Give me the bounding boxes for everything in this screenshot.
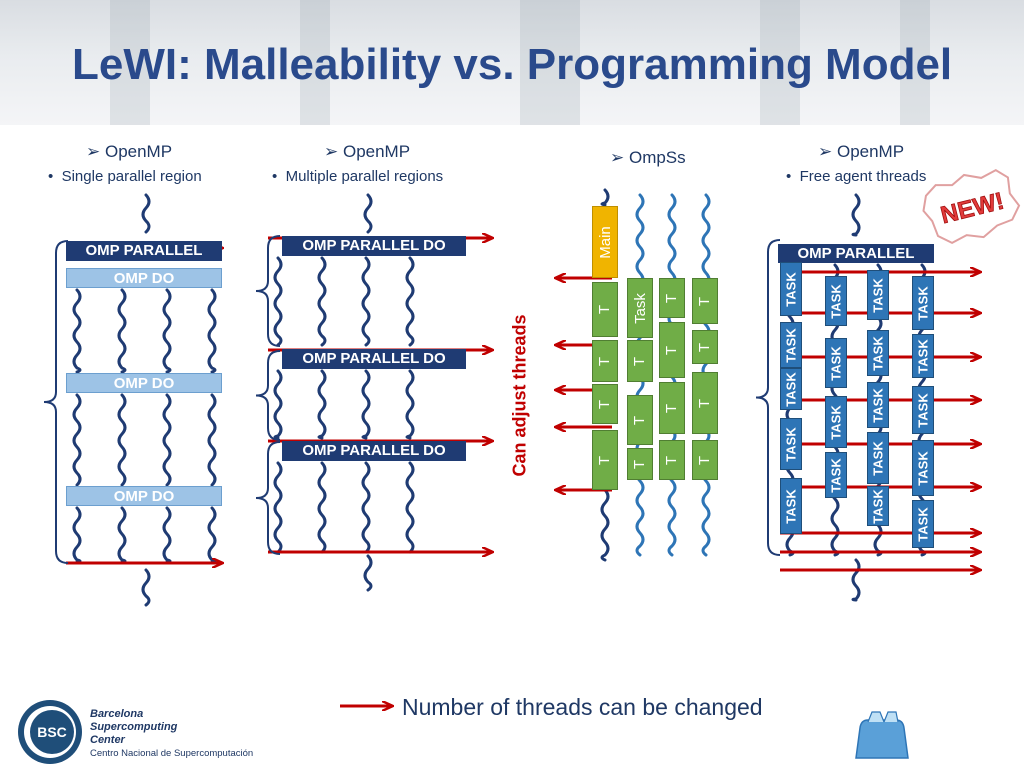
omp-parallel-do-box: OMP PARALLEL DO [282,236,466,256]
col2-heading-text: OpenMP [342,142,411,161]
omp-do-box: OMP DO [66,486,222,506]
col4-heading-text: OpenMP [836,142,905,161]
task-label: TASK [828,283,844,319]
thread-task-label: T [696,342,714,352]
task-label: TASK [870,387,886,423]
col3-heading: ➢ OmpSs [610,148,686,167]
task-label: TASK [783,426,799,462]
omp-parallel-do-box: OMP PARALLEL DO [282,441,466,461]
col1-subheading: • Single parallel region [48,168,202,185]
col4-subheading: • Free agent threads [786,168,927,185]
can-adjust-threads-label: Can adjust threads [509,313,530,477]
omp-parallel-box: OMP PARALLEL [66,241,222,261]
logo-line-3: Center [90,734,125,746]
thread-task-label: T [596,399,614,409]
col1-heading: ➢ OpenMP [86,142,173,161]
col4-heading: ➢ OpenMP [818,142,905,161]
new-badge-text: NEW! [938,187,1007,230]
task-label: TASK [870,488,886,524]
col2-heading: ➢ OpenMP [324,142,411,161]
thread-task-label: T [631,459,649,469]
task-label: TASK [783,371,799,407]
omp-do-box: OMP DO [66,268,222,288]
task-label: TASK [870,440,886,476]
thread-task-label: T [663,455,681,465]
bsc-logo-text: BSC [37,724,67,740]
thread-task-label: T [696,455,714,465]
task-label: TASK [915,285,931,321]
task-label: TASK [915,392,931,428]
task-label: TASK [783,327,799,363]
page-title: LeWI: Malleability vs. Programming Model [72,40,953,89]
thread-task-label: T [631,415,649,425]
task-label: TASK [870,277,886,313]
task-label: TASK [828,345,844,381]
thread-task-label: T [696,398,714,408]
task-label: TASK [870,335,886,371]
col3-heading-text: OmpSs [628,148,686,167]
col2-subheading-text: Multiple parallel regions [285,168,444,185]
task-label: TASK [783,271,799,307]
task-label: TASK [915,450,931,486]
thread-task-label: T [596,304,614,315]
thread-task-label: T [596,356,614,366]
task-label: Task [631,292,649,324]
logo-line-4: Centro Nacional de Supercomputación [90,748,254,759]
thread-task-label: T [696,296,714,306]
thread-task-label: T [631,356,649,366]
thread-task-label: T [663,403,681,413]
task-label: TASK [915,338,931,374]
task-label: TASK [915,506,931,542]
thread-task-label: T [596,455,614,465]
task-label: TASK [828,404,844,440]
col1-subheading-text: Single parallel region [61,168,202,185]
task-label: TASK [828,457,844,493]
thread-task-label: T [663,293,681,303]
omp-parallel-box: OMP PARALLEL [778,244,934,263]
legend-text: Number of threads can be changed [402,694,763,720]
logo-line-1: Barcelona [90,708,144,720]
col1-heading-text: OpenMP [104,142,173,161]
omp-parallel-do-box: OMP PARALLEL DO [282,349,466,369]
main-task-label: Main [596,225,614,259]
logo-line-2: Supercomputing [90,721,178,733]
thread-task-label: T [663,345,681,355]
col4-subheading-text: Free agent threads [799,168,927,185]
col2-subheading: • Multiple parallel regions [272,168,444,185]
omp-do-box: OMP DO [66,373,222,393]
task-label: TASK [783,488,799,524]
